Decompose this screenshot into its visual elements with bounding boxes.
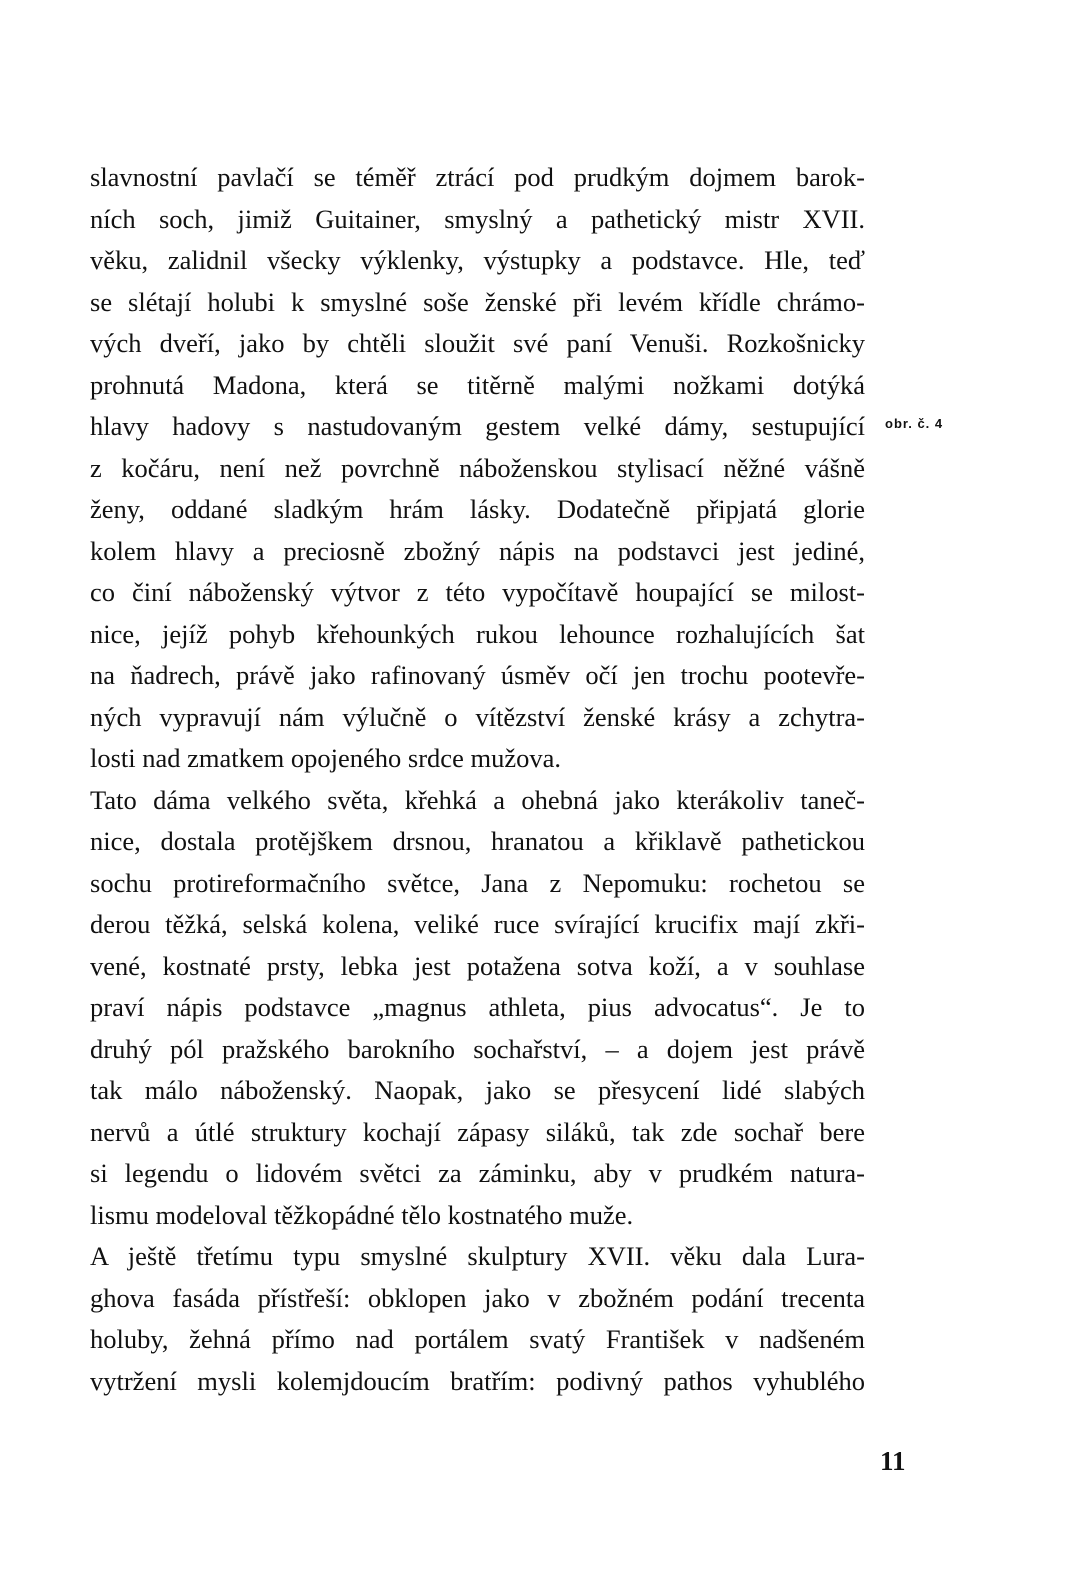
text-line: A ještě třetímu typu smyslné skulptury XVII. věku dala Lura- [90, 1241, 865, 1271]
text-line: si legendu o lidovém světci za záminku, aby v prudkém natura- [90, 1158, 865, 1188]
text-line: losti nad zmatkem opojeného srdce mužova. [90, 743, 561, 773]
text-line: nervů a útlé struktury kochají zápasy siláků, tak zde sochař bere [90, 1116, 865, 1147]
text-line: co činí náboženský výtvor z této vypočítavě houpající se milost- [90, 577, 865, 607]
text-line: vých dveří, jako by chtěli sloužit své paní Venuši. Rozkošnicky [90, 328, 865, 358]
text-line: sochu protireformačního světce, Jana z Nepomuku: rochetou se [90, 867, 865, 898]
text-line: nice, jejíž pohyb křehounkých rukou lehounce rozhalujících šat [90, 618, 865, 649]
text-line: slavnostní pavlačí se téměř ztrácí pod prudkým dojmem barok- [90, 162, 865, 192]
text-line: věku, zalidnil všecky výklenky, výstupky a podstavce. Hle, teď [90, 245, 865, 275]
text-line: tak málo náboženský. Naopak, jako se přesycení lidé slabých [90, 1075, 865, 1105]
text-line: Tato dáma velkého světa, křehká a ohebná jako kterákoliv taneč- [90, 784, 865, 815]
text-line: druhý pól pražského barokního sochařství, – a dojem jest právě [90, 1033, 865, 1064]
text-line: z kočáru, není než povrchně náboženskou stylisací něžné vášně [90, 452, 865, 483]
body-text [90, 157, 865, 1402]
text-line: kolem hlavy a preciosně zbožný nápis na podstavci jest jediné, [90, 535, 865, 566]
text-line: vené, kostnaté prsty, lebka jest potažena sotva koží, a v souhlase [90, 950, 865, 981]
text-line: derou těžká, selská kolena, veliké ruce svírající krucifix mají zkři- [90, 909, 865, 939]
text-line: hlavy hadovy s nastudovaným gestem velké dámy, sestupující [90, 411, 865, 441]
text-line: na ňadrech, právě jako rafinovaný úsměv očí jen trochu pootevře- [90, 660, 865, 690]
text-line: vytržení mysli kolemjdoucím bratřím: podivný pathos vyhublého [90, 1365, 865, 1396]
text-line: praví nápis podstavce „magnus athleta, pius advocatus“. Je to [90, 992, 865, 1022]
text-line: ghova fasáda přístřeší: obklopen jako v zbožném podání trecenta [90, 1282, 865, 1313]
text-line: se slétají holubi k smyslné soše ženské při levém křídle chrámo- [90, 286, 865, 317]
text-line: nice, dostala protějškem drsnou, hranatou a křiklavě pathetickou [90, 826, 865, 856]
text-line: prohnutá Madona, která se titěrně malými nožkami dotýká [90, 369, 865, 400]
text-line: holuby, žehná přímo nad portálem svatý František v nadšeném [90, 1324, 865, 1354]
figure-reference-note: obr. č. 4 [885, 416, 944, 431]
text-line: ných vypravují nám výlučně o vítězství ženské krásy a zchytra- [90, 701, 865, 732]
text-line: lismu modeloval těžkopádné tělo kostnatého muže. [90, 1199, 634, 1230]
text-line: ženy, oddané sladkým hrám lásky. Dodatečně připjatá glorie [90, 494, 865, 524]
page-number: 11 [880, 1446, 906, 1476]
text-line: ních soch, jimiž Guitainer, smyslný a pathetický mistr XVII. [90, 203, 865, 234]
